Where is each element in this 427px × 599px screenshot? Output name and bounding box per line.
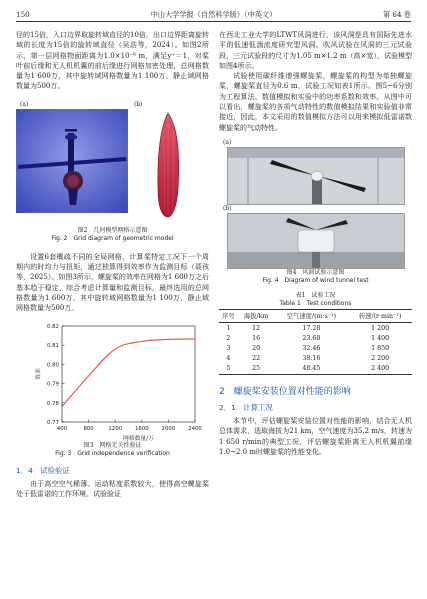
fig4-caption-cn: 图4 风洞试验示意图: [286, 268, 345, 276]
fig3-caption-cn: 图3 网格无关性验证: [83, 441, 142, 449]
running-header: [16, 9, 411, 22]
right-paragraph-2: 试验使用碳纤维增强螺旋桨，螺旋桨的构型为单独螺旋桨，螺旋桨直径为0.6 m，试验工况如表1所示。图5~6分别为工程算法、数值模拟和实验中的功率系数和效率。从图中可以看出，螺旋桨的各项气动特性的数值模拟结果和实验值非常接近，因此，本文采用的数值模拟方法可以用来模拟低雷诺数螺旋桨的气动特性。: [219, 72, 412, 132]
table-row: [219, 364, 412, 375]
y-tick-label: 0.78: [46, 400, 59, 407]
section-2-title: 2 螺旋桨安装位置对性能的影响: [219, 386, 351, 397]
volume-label: 第 64 卷: [382, 10, 411, 19]
table-cell: 5: [219, 364, 238, 375]
y-tick-label: 0.79: [46, 381, 59, 388]
right-paragraph-3: 本节中，评估螺旋桨安装位置对性能的影响，结合无人机总体需求，选取海拔为21 km，空气速度为35.2 m/s，转速为1 650 r/min的典型工况，评估螺旋桨距离无人机机翼前缘1.0~2.0 m时螺旋桨的性能变化。: [219, 416, 412, 456]
table-cell: 23.68: [302, 334, 321, 342]
table-header: 转速/(r·min⁻¹): [348, 309, 412, 322]
propeller-photo-a: [228, 148, 404, 204]
fig2-caption-cn: 图2 几何模型网格示意图: [77, 226, 148, 234]
fig4-label-b: (b): [223, 204, 232, 212]
fig4-caption-en: Fig. 4 Diagram of wind tunnel test: [262, 277, 369, 285]
table-cell: 1 850: [371, 344, 390, 352]
journal-title: 中山大学学报（自然科学版）（中英文）: [150, 10, 277, 19]
x-tick-label: 800: [83, 425, 94, 432]
table-cell: 1: [226, 324, 231, 332]
table-header: 序号: [219, 309, 238, 322]
table-cell: 2 400: [348, 364, 412, 375]
table-cell: 4: [226, 355, 231, 363]
figure-4: [219, 139, 412, 269]
fig4-caption: [219, 269, 412, 286]
uav-mesh-image: [16, 109, 128, 213]
fig4-label-a: (a): [223, 138, 232, 146]
x-tick-label: 1600: [134, 425, 149, 432]
left-column: [16, 30, 209, 499]
figure-2: [16, 99, 209, 227]
fig2-caption: [16, 227, 209, 244]
table-cell: 32.46: [302, 344, 321, 352]
table-cell: 16: [252, 334, 261, 342]
right-column: [219, 30, 412, 457]
efficiency-series-line: [62, 338, 195, 406]
table-header-row: [219, 309, 412, 322]
left-paragraph-1: 径的15倍，入口边界取旋转域直径的10倍，出口边界距离旋转域的长度为15倍的旋转域直径（吴浩等，2024）。如图2所示，第一层网格物面距离为1.0×10⁻⁶ m，满足y⁺＝1，对桨叶前后缘和无人机机翼的前后缘进行网格加密处理，总网格数量为1 600万，其中旋转域网格数量为1 100万，静止域网格数量为500万。: [16, 31, 209, 91]
table-cell: 1 200: [371, 324, 390, 332]
table1-caption-cn: 表1 试验工况: [295, 291, 336, 299]
left-paragraph-2: 设置6套概疏不同的全局网格，计算桨特定工况下一个周期内的时均力与扭矩，通过独算得到效率作为监测目标（聂孩等，2025）。如图3所示，螺旋桨的效率在网格为1 600万之后基本趋于稳定，综合考虑计算量和监测目标，最终选用的总网格数量为1 600万，其中旋转域网格数量为1 100万，静止域网格数量为500万。: [16, 252, 209, 313]
x-tick-label: 400: [56, 425, 68, 432]
y-tick-label: 0.80: [46, 361, 59, 368]
section-2-1-title: 2．1 计算工况: [219, 402, 273, 412]
table-header: 海拔/km: [238, 309, 275, 322]
fig3-caption: [16, 442, 209, 459]
fig2-label-a: (a): [20, 100, 29, 108]
propeller-photo-b: [228, 214, 404, 268]
wind-tunnel-photo-b: [227, 213, 405, 269]
y-tick-label: 0.77: [46, 419, 59, 426]
blade-mesh-image: [132, 109, 204, 221]
table-cell: 2 200: [371, 355, 390, 363]
table-cell: 2: [226, 334, 231, 342]
fig2-caption-en: Fig. 2 Grid diagram of geometric model: [51, 235, 174, 243]
section-1-4-title: 1．4 试验验证: [16, 465, 70, 475]
table-header: 空气速度/(m·s⁻¹): [275, 309, 349, 322]
y-tick-label: 0.81: [46, 342, 59, 349]
right-paragraph-1: 在西北工业大学的LTWT风洞进行，该风洞是具有国际先进水平的低速低湍流度研究型风洞。吹风试验在风洞的三元试验段，三元试验段的尺寸为1.05 m×1.2 m（高×宽），试验模型如图4所示。: [219, 31, 412, 70]
grid-independence-chart: [16, 318, 209, 442]
table-row: [219, 333, 412, 343]
x-tick-label: 2400: [188, 425, 202, 432]
table-cell: 17.28: [302, 324, 321, 332]
table-row: [219, 343, 412, 353]
table-cell: 3: [226, 344, 231, 352]
fig2-label-b: (b): [134, 100, 143, 108]
table-cell: 25: [238, 364, 275, 375]
table-row: [219, 322, 412, 333]
y-axis-label: 效率: [36, 367, 42, 380]
table1-caption-en: Table 1 Test conditions: [279, 300, 352, 308]
y-tick-label: 0.82: [46, 323, 59, 330]
table1-caption: [219, 292, 412, 309]
x-axis-label: 网格数量/万: [123, 435, 154, 442]
table-cell: 20: [252, 344, 261, 352]
table-cell: 22: [252, 355, 261, 363]
table-cell: 48.45: [275, 364, 349, 375]
fig3-caption-en: Fig. 3 Grid independence verification: [55, 450, 170, 458]
left-paragraph-3: 由于高空空气稀薄、运动粘度系数较大，使得高空螺旋桨处于低雷诺的工作环境。试验验证: [16, 479, 209, 498]
table-cell: 1 400: [371, 334, 390, 342]
table-cell: 12: [252, 324, 261, 332]
wind-tunnel-photo-a: [227, 147, 405, 205]
x-tick-label: 2000: [161, 425, 176, 432]
x-tick-label: 1200: [108, 425, 123, 432]
test-conditions-table: [219, 309, 412, 375]
plot-frame: [62, 326, 195, 422]
table-cell: 38.16: [302, 355, 321, 363]
page-number: 150: [16, 10, 30, 19]
table-row: [219, 354, 412, 364]
